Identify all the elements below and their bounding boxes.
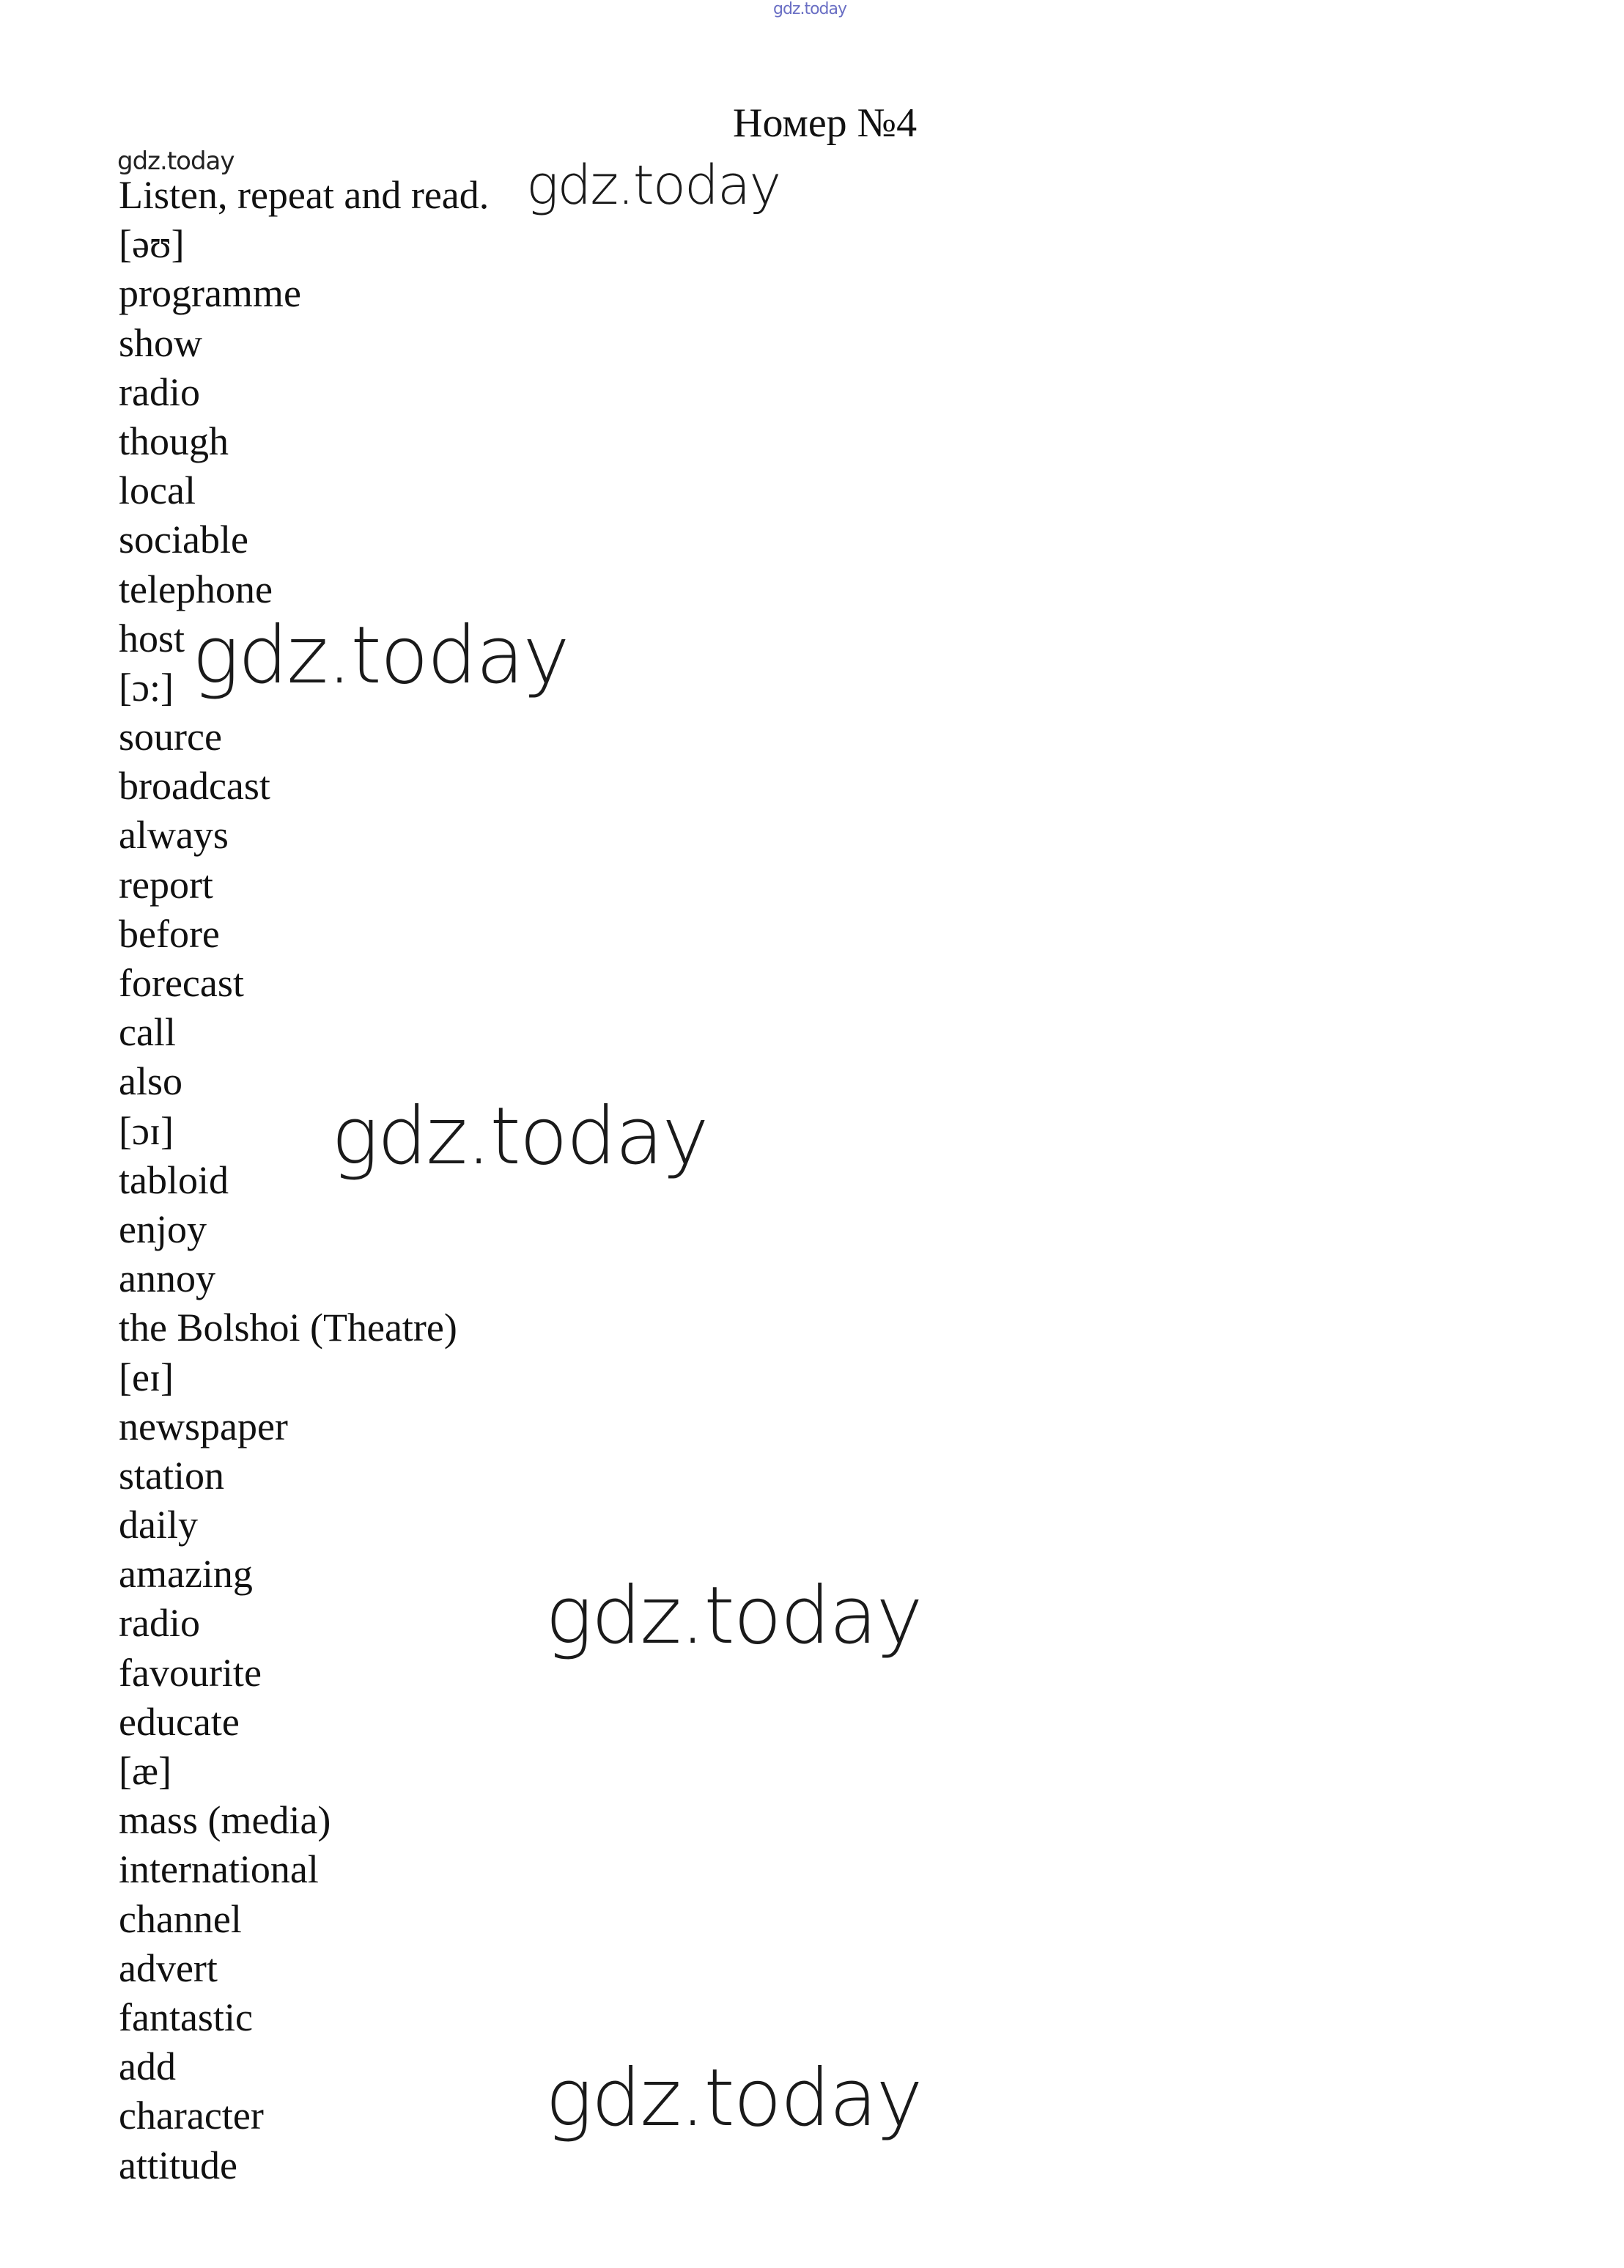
word-item: amazing [119,1552,253,1597]
word-item: forecast [119,961,244,1005]
word-item: international [119,1847,319,1892]
word-item: daily [119,1503,198,1547]
watermark: gdz.today [192,610,569,702]
sound-heading: [ɔ:] [119,665,174,710]
watermark: gdz.today [331,1091,708,1182]
word-item: call [119,1010,176,1055]
word-item: tabloid [119,1157,229,1202]
word-item: advert [119,1945,218,1990]
word-item: programme [119,271,301,316]
word-item: annoy [119,1256,215,1301]
top-watermark: gdz.today [773,0,847,18]
sound-heading: [æ] [119,1749,171,1793]
word-item: station [119,1453,224,1498]
watermark: gdz.today [526,154,780,217]
word-item: mass (media) [119,1798,331,1843]
word-item: educate [119,1699,240,1744]
word-item: telephone [119,567,273,611]
word-item: channel [119,1896,242,1941]
word-item: always [119,813,229,858]
word-item: also [119,1059,182,1104]
watermark: gdz.today [545,2052,922,2144]
sound-heading: [eɪ] [119,1355,174,1399]
word-item: fantastic [119,1995,253,2039]
word-item: favourite [119,1650,262,1695]
word-item: before [119,911,220,956]
word-item: character [119,2094,264,2138]
word-item: newspaper [119,1404,288,1448]
word-item: sociable [119,518,248,562]
page-title: Номер №4 [733,100,918,146]
word-item: show [119,320,203,365]
sound-heading: [ɔɪ] [119,1108,174,1153]
word-item: host [119,616,185,660]
word-item: attitude [119,2143,237,2187]
word-item: add [119,2044,176,2089]
watermark: gdz.today [545,1570,922,1662]
word-item: the Bolshoi (Theatre) [119,1306,457,1350]
word-item: radio [119,1601,200,1646]
word-item: enjoy [119,1207,207,1251]
watermark-small: gdz.today [117,147,235,176]
word-item: broadcast [119,764,270,809]
instruction-text: Listen, repeat and read. [119,173,490,217]
word-item: report [119,862,213,907]
word-item: source [119,715,222,759]
sound-heading: [əʊ] [119,222,185,267]
word-item: radio [119,369,200,414]
word-item: local [119,468,196,513]
word-item: though [119,419,229,463]
